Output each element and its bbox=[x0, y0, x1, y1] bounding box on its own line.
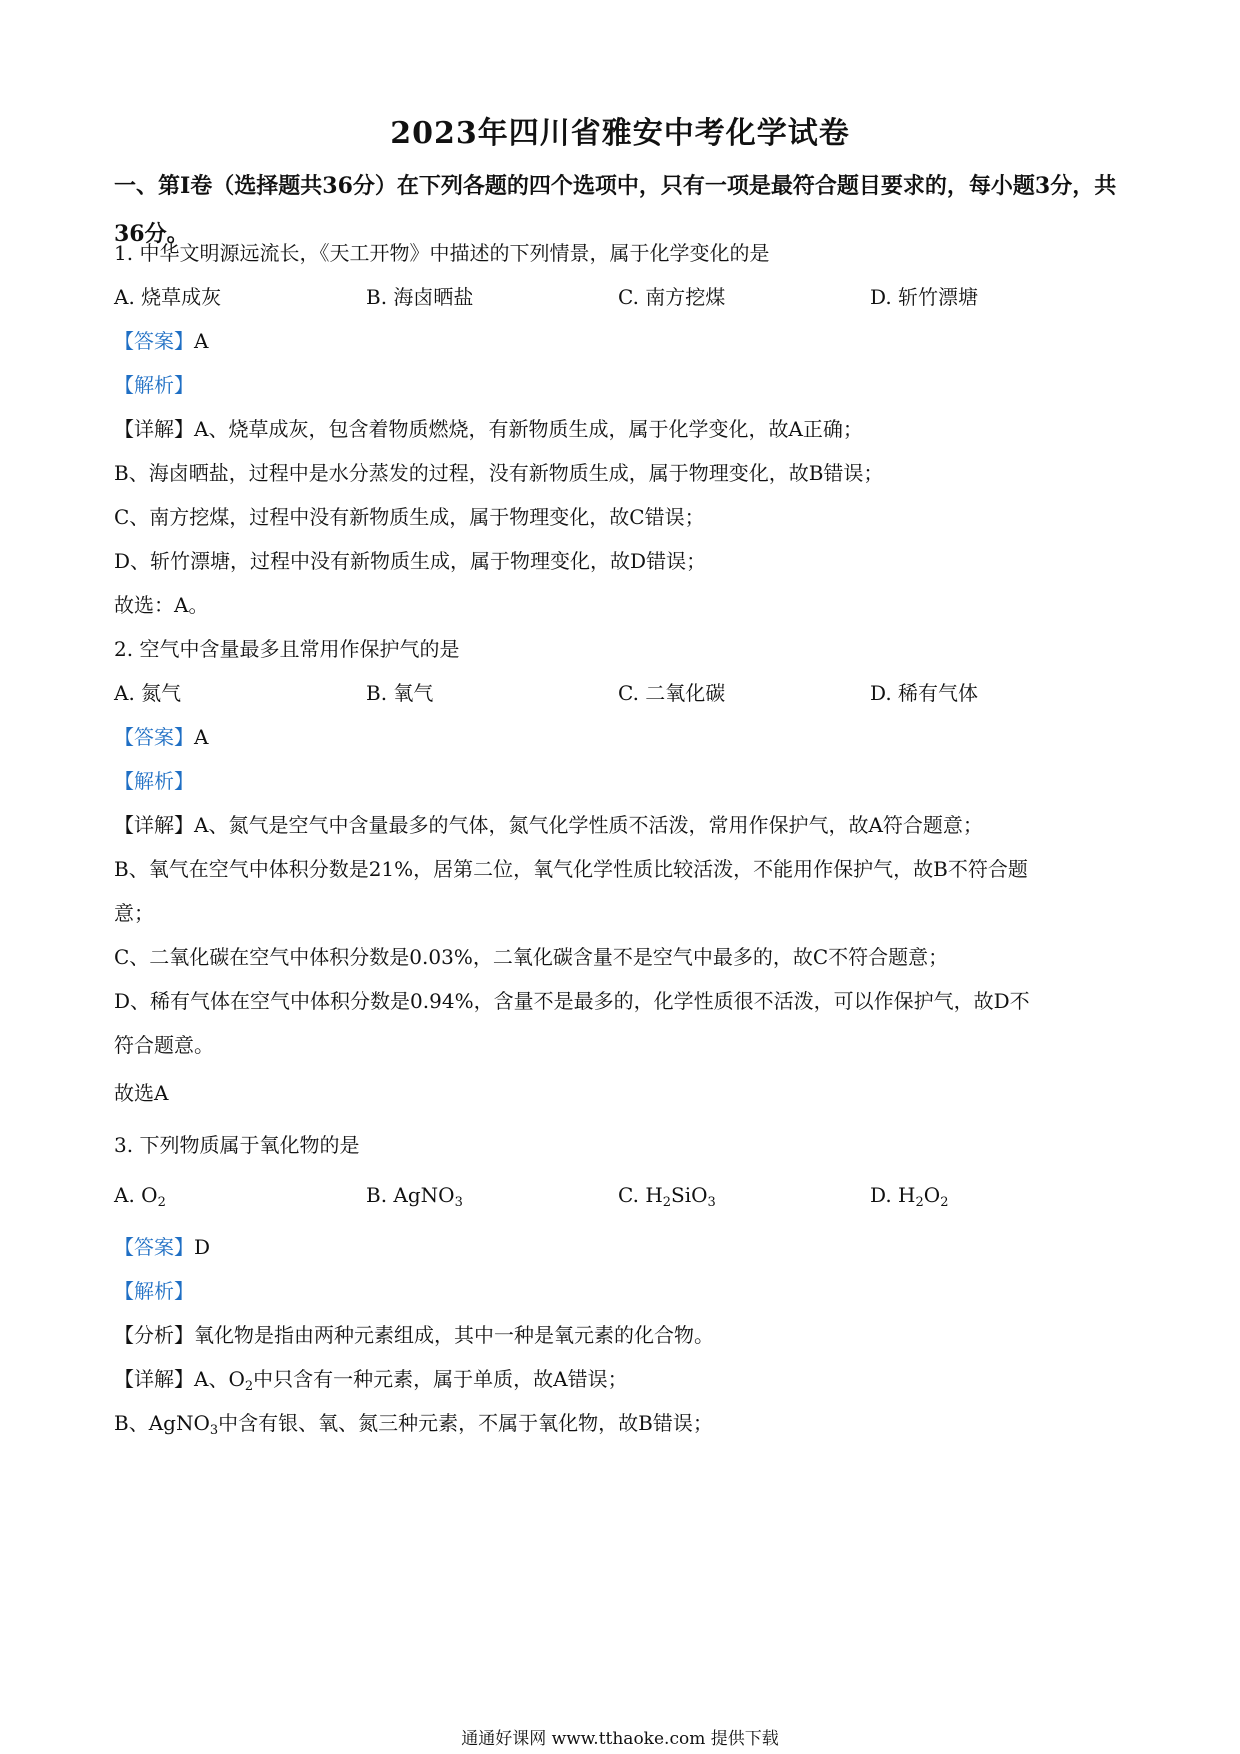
q3-analysis bbox=[114, 1276, 194, 1306]
q2-option-a: A. 氮气 bbox=[114, 681, 182, 705]
q2-answer-value: A bbox=[194, 725, 209, 749]
q3-answer bbox=[114, 1232, 210, 1262]
q2-conclusion: 故选A bbox=[114, 1081, 169, 1105]
q3-detail-b bbox=[114, 1408, 713, 1446]
q1-detail-d: D、斩竹漂塘，过程中没有新物质生成，属于物理变化，故D错误； bbox=[114, 549, 707, 573]
formula-subscript: 2 bbox=[157, 1195, 166, 1210]
q1-stem: 1. 中华文明源远流长，《天工开物》中描述的下列情景，属于化学变化的是 bbox=[114, 241, 770, 265]
formula-part: AgNO bbox=[393, 1183, 455, 1207]
detail-tag: 【详解】 bbox=[114, 417, 194, 441]
q1-option-a: A. 烧草成灰 bbox=[114, 285, 222, 309]
formula-subscript: 2 bbox=[244, 1379, 254, 1394]
q3-fenxi bbox=[114, 1320, 714, 1350]
formula-subscript: 2 bbox=[915, 1195, 924, 1210]
q3-option-c bbox=[618, 1180, 716, 1218]
q1-option-c: C. 南方挖煤 bbox=[618, 285, 726, 309]
analysis-tag: 【解析】 bbox=[114, 769, 194, 793]
q3-answer-value: D bbox=[194, 1235, 211, 1259]
q3-detail-b-pre: B、AgNO bbox=[114, 1411, 210, 1435]
q1-detail-a-text: A、烧草成灰，包含着物质燃烧，有新物质生成，属于化学变化，故A正确； bbox=[194, 417, 863, 441]
section-heading: 一、第Ⅰ卷（选择题共36分）在下列各题的四个选项中，只有一项是最符合题目要求的，每小题3分，共36分。 bbox=[114, 173, 1117, 247]
q2-answer bbox=[114, 722, 208, 752]
q2-option-d: D. 稀有气体 bbox=[870, 681, 979, 705]
option-letter: C. bbox=[618, 1183, 646, 1207]
analysis-tag: 【解析】 bbox=[114, 1279, 194, 1303]
formula-subscript: 3 bbox=[209, 1423, 219, 1438]
q2-detail-c: C、二氧化碳在空气中体积分数是0.03%，二氧化碳含量不是空气中最多的，故C不符合题意； bbox=[114, 945, 949, 969]
q3-option-d bbox=[870, 1180, 948, 1218]
answer-tag: 【答案】 bbox=[114, 329, 194, 353]
q2-detail-d-line2: 符合题意。 bbox=[114, 1033, 214, 1057]
q3-detail-a-pre: A、O bbox=[194, 1367, 245, 1391]
formula-part: O bbox=[923, 1183, 941, 1207]
formula-part: SiO bbox=[671, 1183, 708, 1207]
q1-detail-c: C、南方挖煤，过程中没有新物质生成，属于物理变化，故C错误； bbox=[114, 505, 705, 529]
q2-option-c: C. 二氧化碳 bbox=[618, 681, 726, 705]
q1-conclusion: 故选：A。 bbox=[114, 593, 209, 617]
q3-option-b bbox=[366, 1180, 463, 1218]
option-letter: B. bbox=[366, 1183, 394, 1207]
q2-detail-d-line1: D、稀有气体在空气中体积分数是0.94%，含量不是最多的，化学性质很不活泼，可以作保护气，故D不 bbox=[114, 989, 1030, 1013]
formula-subscript: 3 bbox=[454, 1195, 463, 1210]
option-letter: A. bbox=[114, 1183, 142, 1207]
q3-detail-a bbox=[114, 1364, 628, 1402]
q3-option-a bbox=[114, 1180, 166, 1218]
q3-detail-a-post: 中只含有一种元素，属于单质，故A错误； bbox=[253, 1367, 628, 1391]
answer-tag: 【答案】 bbox=[114, 725, 194, 749]
q2-detail-b-line2: 意； bbox=[114, 901, 154, 925]
q2-detail-b-line1: B、氧气在空气中体积分数是21%，居第二位，氧气化学性质比较活泼，不能用作保护气，故B不符合题 bbox=[114, 857, 1028, 881]
detail-tag: 【详解】 bbox=[114, 813, 194, 837]
page-footer: 通通好课网 www.tthaoke.com 提供下载 bbox=[461, 1729, 779, 1749]
option-letter: D. bbox=[870, 1183, 899, 1207]
fenxi-tag: 【分析】 bbox=[114, 1323, 194, 1347]
q2-analysis bbox=[114, 766, 194, 796]
q2-detail-a bbox=[114, 810, 983, 840]
formula-part: H bbox=[898, 1183, 916, 1207]
formula-subscript: 2 bbox=[662, 1195, 672, 1210]
formula-part: O bbox=[141, 1183, 158, 1207]
answer-tag: 【答案】 bbox=[114, 1235, 194, 1259]
q3-detail-b-post: 中含有银、氧、氮三种元素，不属于氧化物，故B错误； bbox=[218, 1411, 713, 1435]
analysis-tag: 【解析】 bbox=[114, 373, 194, 397]
q1-option-b: B. 海卤晒盐 bbox=[366, 285, 474, 309]
page-title: 2023年四川省雅安中考化学试卷 bbox=[390, 116, 850, 151]
q1-detail-b: B、海卤晒盐，过程中是水分蒸发的过程，没有新物质生成，属于物理变化，故B错误； bbox=[114, 461, 884, 485]
q3-stem: 3. 下列物质属于氧化物的是 bbox=[114, 1133, 360, 1157]
q1-option-d: D. 斩竹漂塘 bbox=[870, 285, 979, 309]
q2-stem: 2. 空气中含量最多且常用作保护气的是 bbox=[114, 637, 460, 661]
q1-detail-a bbox=[114, 414, 863, 444]
formula-subscript: 3 bbox=[707, 1195, 716, 1210]
q2-option-b: B. 氧气 bbox=[366, 681, 434, 705]
q2-detail-a-text: A、氮气是空气中含量最多的气体，氮气化学性质不活泼，常用作保护气，故A符合题意； bbox=[194, 813, 983, 837]
q1-answer-value: A bbox=[194, 329, 209, 353]
detail-tag: 【详解】 bbox=[114, 1367, 194, 1391]
q1-answer bbox=[114, 326, 208, 356]
formula-part: H bbox=[645, 1183, 663, 1207]
q1-analysis bbox=[114, 370, 194, 400]
q3-fenxi-text: 氧化物是指由两种元素组成，其中一种是氧元素的化合物。 bbox=[194, 1323, 714, 1347]
formula-subscript: 2 bbox=[940, 1195, 949, 1210]
